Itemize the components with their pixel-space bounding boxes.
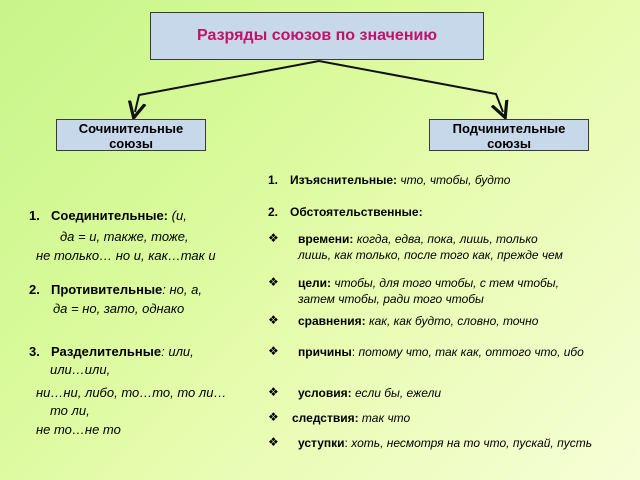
coordinating-item-3-line-2: или…или, bbox=[50, 362, 111, 377]
bullet-icon: ❖ bbox=[268, 313, 279, 327]
coordinating-item-3-line-4: то ли, bbox=[50, 403, 90, 418]
coordinating-item-2: 2. Противительные: но, а, bbox=[29, 282, 202, 297]
bullet-icon: ❖ bbox=[268, 344, 279, 358]
diagram-title: Разряды союзов по значению bbox=[150, 12, 484, 60]
subordinating-header: Подчинительные союзы bbox=[429, 119, 589, 151]
subordinating-item-1: 1. Изъяснительные: что, чтобы, будто bbox=[268, 173, 511, 187]
arrow-to-subordinating bbox=[319, 61, 503, 112]
coordinating-item-3-line-3: ни…ни, либо, то…то, то ли… bbox=[36, 385, 227, 400]
coordinating-item-1: 1. Соединительные: (и, bbox=[29, 208, 187, 223]
coordinating-item-3-line-5: не то…не то bbox=[36, 422, 121, 437]
bullet-consequence: следствия: так что bbox=[292, 411, 411, 425]
bullet-icon: ❖ bbox=[268, 435, 279, 449]
bullet-time: времени: когда, едва, пока, лишь, только bbox=[298, 232, 538, 246]
bullet-cause: причины: потому что, так как, оттого что, ибо bbox=[298, 345, 584, 359]
subordinating-item-2: 2. Обстоятельственные: bbox=[268, 205, 423, 219]
bullet-icon: ❖ bbox=[268, 410, 279, 424]
bullet-icon: ❖ bbox=[268, 385, 279, 399]
bullet-icon: ❖ bbox=[268, 275, 279, 289]
coordinating-item-1-line-2: да = и, также, тоже, bbox=[60, 229, 189, 244]
bullet-concession: уступки: хоть, несмотря на то что, пускай, пусть bbox=[298, 436, 593, 450]
coordinating-item-1-line-3: не только… но и, как…так и bbox=[36, 248, 216, 263]
bullet-purpose: цели: чтобы, для того чтобы, с тем чтобы, bbox=[298, 276, 559, 290]
arrow-to-coordinating bbox=[135, 61, 319, 112]
bullet-icon: ❖ bbox=[268, 231, 279, 245]
coordinating-header: Сочинительные союзы bbox=[56, 119, 206, 151]
bullet-time-line-2: лишь, как только, после того как, прежде чем bbox=[298, 248, 563, 262]
coordinating-item-2-line-2: да = но, зато, однако bbox=[53, 301, 185, 316]
bullet-condition: условия: если бы, ежели bbox=[298, 386, 442, 400]
coordinating-item-3: 3. Разделительные: или, bbox=[29, 344, 194, 359]
bullet-purpose-line-2: затем чтобы, ради того чтобы bbox=[298, 292, 484, 306]
bullet-comparison: сравнения: как, как будто, словно, точно bbox=[298, 314, 539, 328]
